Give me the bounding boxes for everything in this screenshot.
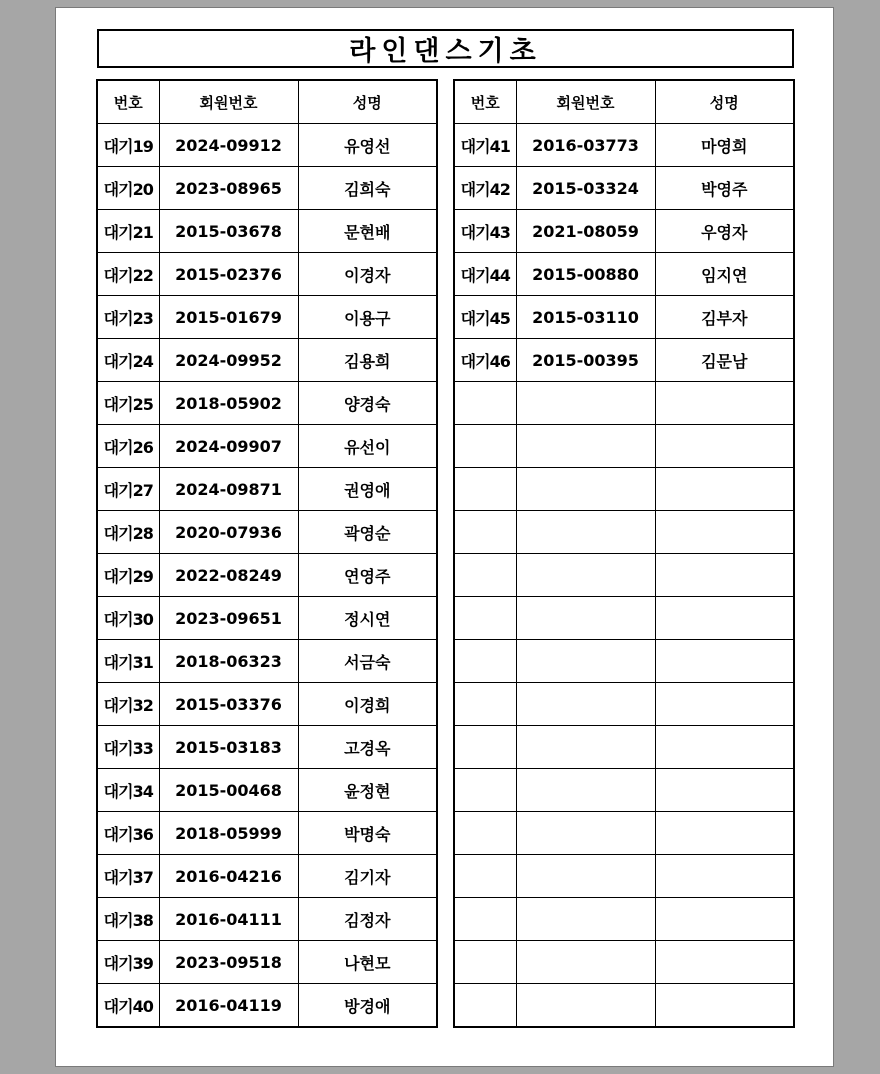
cell-member-id: 2021-08059 [516, 210, 655, 253]
table-row [97, 253, 437, 296]
cell-member-id: 2015-03678 [159, 210, 298, 253]
cell-name: 서금숙 [298, 640, 437, 683]
cell-number [454, 812, 516, 855]
cell-name: 정시연 [298, 597, 437, 640]
cell-name [655, 984, 794, 1028]
table-row [454, 683, 794, 726]
cell-name: 김문남 [655, 339, 794, 382]
cell-number: 대기22 [97, 253, 159, 296]
cell-name [655, 726, 794, 769]
cell-number: 대기24 [97, 339, 159, 382]
cell-number [454, 941, 516, 984]
table-row [97, 726, 437, 769]
title-box [97, 29, 794, 68]
cell-member-id [516, 683, 655, 726]
cell-number [454, 468, 516, 511]
table-row [97, 468, 437, 511]
table-row [454, 253, 794, 296]
cell-member-id [516, 554, 655, 597]
cell-member-id: 2018-06323 [159, 640, 298, 683]
cell-number: 대기27 [97, 468, 159, 511]
roster-table-right [453, 79, 795, 1028]
table-row [97, 425, 437, 468]
cell-member-id: 2023-09518 [159, 941, 298, 984]
cell-number: 대기38 [97, 898, 159, 941]
table-row [454, 855, 794, 898]
cell-number [454, 769, 516, 812]
cell-number [454, 511, 516, 554]
cell-number [454, 425, 516, 468]
header-name: 성명 [298, 80, 437, 124]
cell-number: 대기43 [454, 210, 516, 253]
cell-number: 대기26 [97, 425, 159, 468]
cell-member-id [516, 511, 655, 554]
cell-name [655, 425, 794, 468]
cell-member-id [516, 468, 655, 511]
cell-number: 대기30 [97, 597, 159, 640]
cell-number: 대기23 [97, 296, 159, 339]
table-row [454, 382, 794, 425]
page-title: 라인댄스기초 [349, 36, 542, 67]
cell-number: 대기36 [97, 812, 159, 855]
cell-name: 김희숙 [298, 167, 437, 210]
cell-member-id: 2018-05902 [159, 382, 298, 425]
table-row [97, 898, 437, 941]
cell-member-id: 2024-09952 [159, 339, 298, 382]
cell-member-id [516, 425, 655, 468]
cell-member-id: 2015-03376 [159, 683, 298, 726]
cell-number [454, 382, 516, 425]
cell-member-id [516, 812, 655, 855]
cell-name [655, 812, 794, 855]
cell-member-id [516, 984, 655, 1028]
cell-member-id: 2022-08249 [159, 554, 298, 597]
cell-name: 윤정현 [298, 769, 437, 812]
table-row [97, 984, 437, 1028]
cell-member-id [516, 726, 655, 769]
table-row [97, 554, 437, 597]
cell-member-id: 2024-09912 [159, 124, 298, 167]
cell-name: 이경희 [298, 683, 437, 726]
cell-number: 대기37 [97, 855, 159, 898]
cell-number [454, 855, 516, 898]
cell-number: 대기21 [97, 210, 159, 253]
cell-number [454, 554, 516, 597]
cell-name: 김정자 [298, 898, 437, 941]
cell-number: 대기29 [97, 554, 159, 597]
cell-number: 대기45 [454, 296, 516, 339]
cell-name: 마영희 [655, 124, 794, 167]
cell-name [655, 597, 794, 640]
cell-member-id: 2015-00880 [516, 253, 655, 296]
cell-number [454, 640, 516, 683]
cell-member-id [516, 941, 655, 984]
cell-member-id: 2023-09651 [159, 597, 298, 640]
table-row [97, 167, 437, 210]
cell-member-id: 2015-01679 [159, 296, 298, 339]
table-row [97, 640, 437, 683]
cell-name [655, 468, 794, 511]
cell-name: 방경애 [298, 984, 437, 1028]
cell-member-id: 2016-04119 [159, 984, 298, 1028]
table-row [97, 210, 437, 253]
cell-name [655, 511, 794, 554]
cell-member-id: 2016-04111 [159, 898, 298, 941]
table-row [454, 425, 794, 468]
cell-name [655, 855, 794, 898]
table-row [454, 812, 794, 855]
cell-number: 대기39 [97, 941, 159, 984]
table-row [454, 124, 794, 167]
cell-member-id: 2015-00468 [159, 769, 298, 812]
cell-member-id: 2016-03773 [516, 124, 655, 167]
roster-table-left [96, 79, 438, 1028]
table-row [97, 382, 437, 425]
cell-member-id: 2015-03183 [159, 726, 298, 769]
cell-name [655, 640, 794, 683]
cell-name: 곽영순 [298, 511, 437, 554]
cell-name: 김부자 [655, 296, 794, 339]
cell-name: 문현배 [298, 210, 437, 253]
table-row [454, 941, 794, 984]
table-row [97, 855, 437, 898]
table-row [97, 124, 437, 167]
cell-member-id [516, 382, 655, 425]
cell-name: 이용구 [298, 296, 437, 339]
cell-number: 대기41 [454, 124, 516, 167]
cell-member-id: 2016-04216 [159, 855, 298, 898]
cell-member-id [516, 855, 655, 898]
table-row [97, 769, 437, 812]
table-row [97, 683, 437, 726]
cell-number: 대기19 [97, 124, 159, 167]
cell-member-id: 2015-00395 [516, 339, 655, 382]
cell-number [454, 683, 516, 726]
cell-name [655, 382, 794, 425]
cell-name: 고경옥 [298, 726, 437, 769]
header-member-id: 회원번호 [159, 80, 298, 124]
cell-member-id: 2015-03110 [516, 296, 655, 339]
cell-name [655, 769, 794, 812]
cell-name: 양경숙 [298, 382, 437, 425]
table-row [454, 554, 794, 597]
header-row [97, 80, 437, 124]
cell-number [454, 726, 516, 769]
cell-number: 대기31 [97, 640, 159, 683]
cell-name: 연영주 [298, 554, 437, 597]
cell-name: 권영애 [298, 468, 437, 511]
cell-name: 우영자 [655, 210, 794, 253]
cell-member-id: 2015-03324 [516, 167, 655, 210]
cell-number: 대기33 [97, 726, 159, 769]
table-row [454, 511, 794, 554]
header-member-id: 회원번호 [516, 80, 655, 124]
cell-name: 유영선 [298, 124, 437, 167]
cell-name: 김기자 [298, 855, 437, 898]
cell-member-id: 2018-05999 [159, 812, 298, 855]
cell-member-id: 2024-09871 [159, 468, 298, 511]
cell-name [655, 898, 794, 941]
table-row [454, 898, 794, 941]
cell-number: 대기40 [97, 984, 159, 1028]
table-row [454, 210, 794, 253]
table-row [454, 984, 794, 1028]
cell-member-id [516, 640, 655, 683]
table-row [454, 468, 794, 511]
table-row [454, 726, 794, 769]
table-row [97, 597, 437, 640]
cell-name: 나현모 [298, 941, 437, 984]
header-name: 성명 [655, 80, 794, 124]
table-row [454, 296, 794, 339]
table-row [97, 339, 437, 382]
cell-number [454, 597, 516, 640]
cell-name: 이경자 [298, 253, 437, 296]
table-row [97, 941, 437, 984]
header-no: 번호 [97, 80, 159, 124]
cell-member-id: 2024-09907 [159, 425, 298, 468]
cell-name: 임지연 [655, 253, 794, 296]
table-row [454, 167, 794, 210]
cell-number [454, 984, 516, 1028]
cell-name: 유선이 [298, 425, 437, 468]
table-row [97, 812, 437, 855]
cell-number: 대기44 [454, 253, 516, 296]
cell-member-id [516, 597, 655, 640]
cell-name: 박명숙 [298, 812, 437, 855]
cell-name: 박영주 [655, 167, 794, 210]
cell-member-id [516, 769, 655, 812]
cell-number [454, 898, 516, 941]
cell-number: 대기28 [97, 511, 159, 554]
cell-name [655, 683, 794, 726]
table-row [97, 296, 437, 339]
table-row [97, 511, 437, 554]
table-row [454, 597, 794, 640]
cell-member-id: 2023-08965 [159, 167, 298, 210]
table-row [454, 640, 794, 683]
cell-name [655, 554, 794, 597]
cell-name [655, 941, 794, 984]
cell-member-id: 2020-07936 [159, 511, 298, 554]
cell-member-id [516, 898, 655, 941]
cell-number: 대기32 [97, 683, 159, 726]
table-row [454, 769, 794, 812]
header-no: 번호 [454, 80, 516, 124]
cell-member-id: 2015-02376 [159, 253, 298, 296]
table-row [454, 339, 794, 382]
cell-number: 대기42 [454, 167, 516, 210]
cell-name: 김용희 [298, 339, 437, 382]
cell-number: 대기20 [97, 167, 159, 210]
cell-number: 대기34 [97, 769, 159, 812]
header-row [454, 80, 794, 124]
cell-number: 대기25 [97, 382, 159, 425]
cell-number: 대기46 [454, 339, 516, 382]
